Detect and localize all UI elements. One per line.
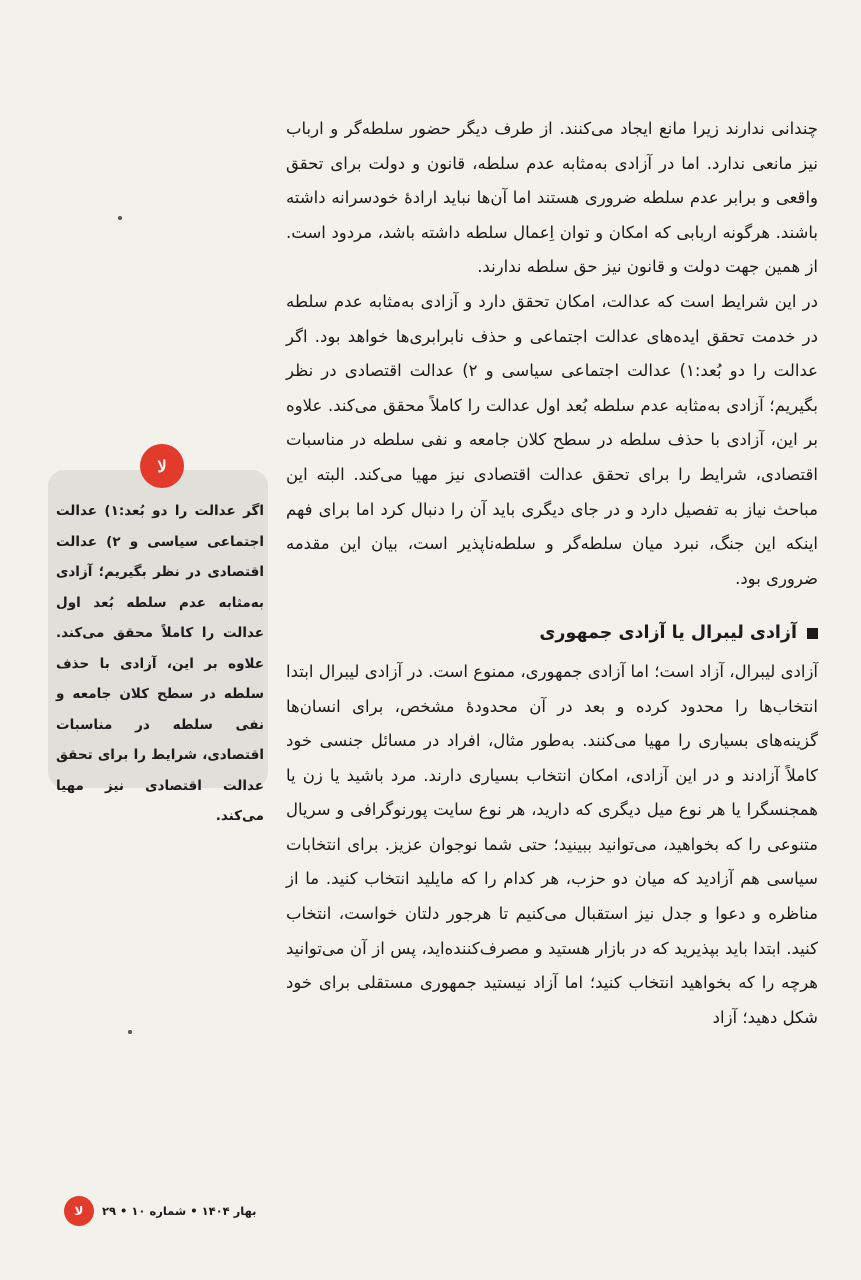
- footer-logo-text: ﻟﺎ: [74, 1204, 84, 1218]
- section-heading: [286, 616, 818, 651]
- square-bullet-icon: [807, 628, 818, 639]
- quote-logo-icon: [140, 444, 184, 488]
- pull-quote-text: اگر عدالت را دو بُعد:۱) عدالت اجتماعی سیاسی و ۲) عدالت اقتصادی در نظر بگیریم؛ آزادی به‌مثابه عدم سلطه بُعد اول عدالت را کاملاً محقق می‌کند. علاوه بر این، آزادی با حذف سلطه در سطح کلان جامعه و نفی سلطه در مناسبات اقتصادی، شرایط را برای تحقق عدالت اقتصادی نیز مهیا می‌کند.: [56, 503, 264, 824]
- issue-info: بهار ۱۴۰۴ • شماره ۱۰ • ۲۹: [102, 1204, 257, 1218]
- print-mark: [118, 216, 122, 220]
- article-paragraph: آزادی لیبرال، آزاد است؛ اما آزادی جمهوری، ممنوع است. در آزادی لیبرال ابتدا انتخاب‌ها را محدود کرده و بعد در آن محدودهٔ مشخص، برای انسان‌ها گزینه‌های بسیاری را مهیا می‌کنند. به‌طور مثال، افراد در مسائل جنسی خود کاملاً آزادند و در این آزادی، امکان انتخاب بسیاری دارند. مرد باشید یا زن یا همجنسگرا یا هر نوع میل دیگری که دارید، هر نوع سایت پورنوگرافی و سریال متنوعی را که بخواهید، می‌توانید ببینید؛ حتی شما نوجوان عزیز. برای انتخابات سیاسی هم آزادید که میان دو حزب، هر کدام را که مایلید انتخاب کنید. ما از مناظره و دعوا و جدل نیز استقبال می‌کنیم تا هرجور دلتان خواست، انتخاب کنید. ابتدا باید بپذیرید که در بازار هستید و مصرف‌کننده‌اید، پس از آن می‌توانید هرچه را که بخواهید انتخاب کنید؛ اما آزاد نیستید جمهوری مستقلی برای خود شکل دهید؛ آزاد: [286, 661, 818, 1027]
- quote-logo-text: ﻟﺎ: [157, 456, 167, 476]
- article-paragraph: در این شرایط است که عدالت، امکان تحقق دارد و آزادی به‌مثابه عدم سلطه در خدمت تحقق ایده‌های عدالت اجتماعی و حذف نابرابری‌ها خواهد بود. اگر عدالت را دو بُعد:۱) عدالت اجتماعی سیاسی و ۲) عدالت اقتصادی در نظر بگیریم؛ آزادی به‌مثابه عدم سلطه بُعد اول عدالت را کاملاً محقق می‌کند. علاوه بر این، آزادی با حذف سلطه در سطح کلان جامعه و نفی سلطه در مناسبات اقتصادی، شرایط را برای تحقق عدالت اقتصادی نیز مهیا می‌کند. البته این مباحث نیاز به تفصیل دارد و در جای دیگری باید آن را دنبال کرد اما برای فهم اینکه این جنگ، نبرد میان سلطه‌گر و سلطه‌ناپذیر است، بیان این مقدمه ضروری بود.: [286, 291, 818, 588]
- print-mark: [128, 1030, 132, 1034]
- magazine-logo-icon: [64, 1196, 94, 1226]
- section-heading-text: آزادی لیبرال یا آزادی جمهوری: [539, 623, 797, 644]
- article-paragraph: چندانی ندارند زیرا مانع ایجاد می‌کنند. از طرف دیگر حضور سلطه‌گر و ارباب نیز مانعی ندارد. اما در آزادی به‌مثابه عدم سلطه، قانون و دولت برای تحقق واقعی و برابر عدم سلطه ضروری هستند اما آن‌ها نباید ارادهٔ خودسرانه داشته باشند. هرگونه اربابی که امکان و توان اِعمال سلطه داشته باشد، مردود است. از همین جهت دولت و قانون نیز حق سلطه ندارند.: [286, 119, 818, 277]
- article-body: [286, 112, 818, 1035]
- page-footer: [64, 1196, 257, 1226]
